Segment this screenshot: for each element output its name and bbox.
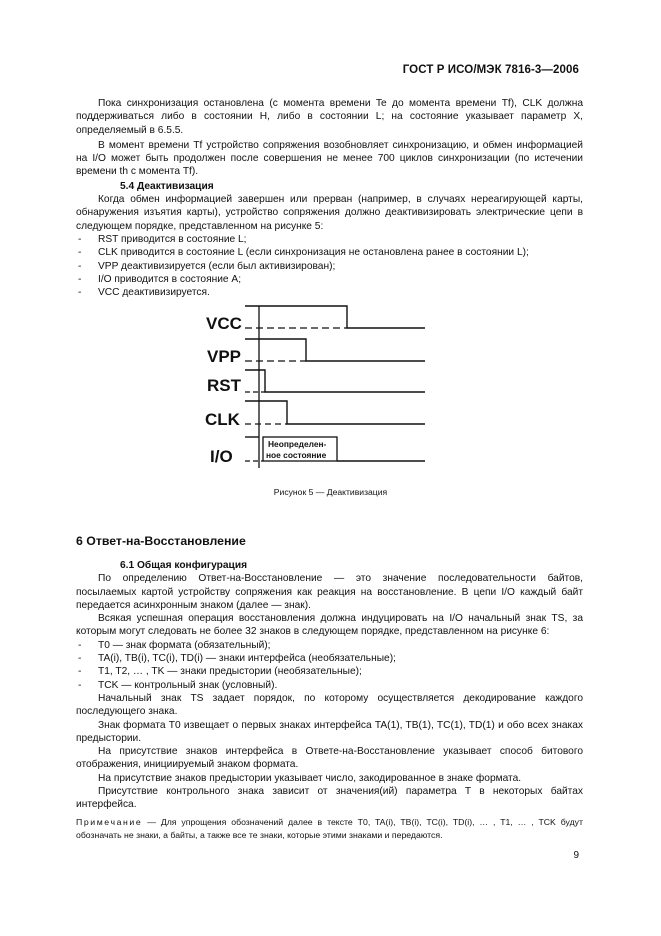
list-item: - TCK — контрольный знак (условный). (76, 679, 583, 692)
paragraph: Начальный знак TS задает порядок, по которому осуществляется декодирование каждого последующего знака. (76, 692, 583, 718)
paragraph: По определению Ответ-на-Восстановление — это значение последовательности байтов, посылаемых картой устройству сопряжения как реакция на восстановление. В цепи I/O каждый байт передается асинхронным знаком (далее — знак). (76, 573, 583, 611)
subsection-heading: 6.1 Общая конфигурация (120, 560, 248, 571)
signal-label-vcc: VCC (206, 314, 242, 333)
list-item: - T1, T2, … , TK — знаки предыстории (необязательные); (76, 665, 583, 678)
paragraph: Пока синхронизация остановлена (с момента времени Te до момента времени Tf), CLK должна поддерживаться либо в состоянии Н, либо в состоянии L; на состояние указывает параметр X, определяемый в 6.5.5. (76, 98, 583, 136)
list-item: - VPP деактивизируется (если был активизирован); (76, 260, 583, 273)
list-item: - T0 — знак формата (обязательный); (76, 639, 583, 652)
paragraph: На присутствие знаков предыстории указывает число, закодированное в знаке формата. (98, 772, 522, 784)
page-number: 9 (573, 850, 579, 861)
vcc-waveform (245, 306, 425, 328)
note-label: Примечание (76, 817, 143, 827)
vpp-waveform (245, 339, 425, 361)
rst-waveform (245, 370, 425, 392)
paragraph: Присутствие контрольного знака зависит от значения(ий) параметра T в некоторых байтах интерфейса. (76, 786, 583, 811)
note (76, 816, 583, 842)
signal-label-clk: CLK (205, 410, 240, 429)
signal-label-vpp: VPP (207, 347, 242, 366)
paragraph: Всякая успешная операция восстановления должна индуцировать на I/O начальный знак TS, за которым могут следовать не более 32 знаков в следующем порядке, представленном на рисунке 6: (76, 613, 583, 638)
signal-label-rst: RST (207, 376, 241, 395)
list-item: - VCC деактивизируется. (76, 286, 583, 299)
clk-waveform (245, 401, 425, 424)
paragraph: Знак формата T0 извещает о первых знаках интерфейса TA(1), TB(1), TC(1), TD(1) и обо всех знаках предыстории. (76, 719, 583, 744)
undefined-state-label: ное состояние (266, 450, 327, 460)
figure-caption: Рисунок 5 — Деактивизация (273, 487, 388, 497)
page-header: ГОСТ Р ИСО/МЭК 7816-3—2006 (402, 64, 579, 76)
list-item: - I/O приводится в состояние А; (76, 273, 583, 286)
paragraph: На присутствие знаков интерфейса в Ответе-на-Восстановление указывает способ битового отображения, инициируемый знаком формата. (76, 746, 583, 771)
signal-label-io: I/O (210, 447, 233, 466)
paragraph: В момент времени Tf устройство сопряжения возобновляет синхронизацию, и обмен информацией на I/O может быть продолжен после совершения не менее 700 циклов синхронизации (по истечении времени th с момента Tf). (76, 139, 583, 178)
note-text: — Для упрощения обозначений далее в тексте T0, TA(i), TB(i), TC(i), TD(i), … , T1, … , TCK будут обозначать не знаки, а байты, а также все те знаки, которые этими знаками и передаются. (76, 817, 583, 840)
paragraph: Когда обмен информацией завершен или прерван (например, в случаях нереагирующей карты, обнаружения изъятия карты), устройство сопряжения должно деактивизировать электрические цепи в следующем порядке, представленном на рисунке 5: (76, 194, 583, 232)
list-item: - RST приводится в состояние L; (76, 233, 583, 246)
atr-characters-list (76, 639, 583, 692)
list-item: - TA(i), TB(i), TC(i), TD(i) — знаки интерфейса (необязательные); (76, 652, 583, 665)
text-block-atr (76, 559, 583, 812)
undefined-state-label: Неопределен- (268, 439, 327, 449)
section-title: 6 Ответ-на-Восстановление (76, 534, 246, 548)
list-item: - CLK приводится в состояние L (если синхронизация не остановлена ранее в состоянии L); (76, 246, 583, 259)
subsection-heading: 5.4 Деактивизация (120, 180, 214, 192)
